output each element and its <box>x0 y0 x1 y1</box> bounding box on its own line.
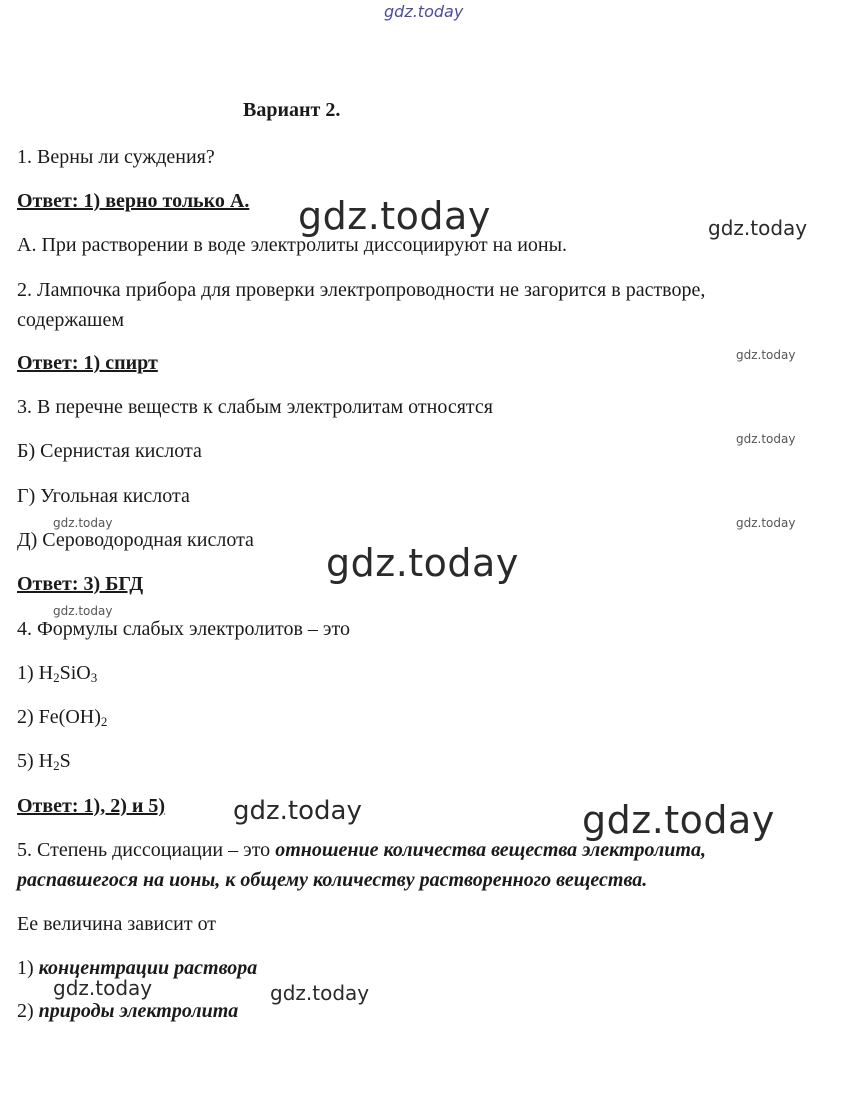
formula-3: 5) $H_2S$ <box>17 750 71 773</box>
question-2-line1: 2. Лампочка прибора для проверки электропроводности не загорится в растворе, <box>17 279 706 301</box>
watermark: gdz.today <box>270 981 370 1005</box>
watermark: gdz.today <box>736 432 796 446</box>
question-5-depends: Ее величина зависит от <box>17 913 217 935</box>
question-3: 3. В перечне веществ к слабым электролитам относятся <box>17 396 493 418</box>
watermark: gdz.today <box>326 541 519 585</box>
question-5-line1: 5. Степень диссоциации – это отношение количества вещества электролита, <box>17 839 706 861</box>
watermark-top: gdz.today <box>384 2 464 21</box>
question-3-item: Д) Сероводородная кислота <box>17 529 254 551</box>
question-1-statement: А. При растворении в воде электролиты диссоциируют на ионы. <box>17 234 568 256</box>
question-3-item: Г) Угольная кислота <box>17 485 190 507</box>
watermark: gdz.today <box>233 796 362 826</box>
question-1: 1. Верны ли суждения? <box>17 146 215 168</box>
question-2-line2: содержашем <box>17 309 124 331</box>
watermark: gdz.today <box>53 604 113 618</box>
watermark: gdz.today <box>736 348 796 362</box>
question-5-item: 2) природы электролита <box>17 1000 239 1022</box>
watermark: gdz.today <box>298 194 491 238</box>
question-3-item: Б) Сернистая кислота <box>17 440 202 462</box>
watermark: gdz.today <box>53 976 153 1000</box>
page-title: Вариант 2. <box>243 99 341 121</box>
watermark: gdz.today <box>53 516 113 530</box>
formula-1: 1) $H_2SiO_3$ <box>17 662 98 685</box>
answer-4: Ответ: 1), 2) и 5) <box>17 795 166 817</box>
question-5-line2: распавшегося на ионы, к общему количеству растворенного вещества. <box>17 869 648 891</box>
question-5-item: 1) концентрации раствора <box>17 957 258 979</box>
question-4: 4. Формулы слабых электролитов – это <box>17 618 350 640</box>
answer-3: Ответ: 3) БГД <box>17 573 144 595</box>
watermark: gdz.today <box>708 216 808 240</box>
answer-1: Ответ: 1) верно только А. <box>17 190 250 212</box>
watermark: gdz.today <box>736 516 796 530</box>
answer-2: Ответ: 1) спирт <box>17 352 158 374</box>
formula-2: 2) $Fe(OH)_2$ <box>17 706 108 729</box>
watermark: gdz.today <box>582 798 775 842</box>
